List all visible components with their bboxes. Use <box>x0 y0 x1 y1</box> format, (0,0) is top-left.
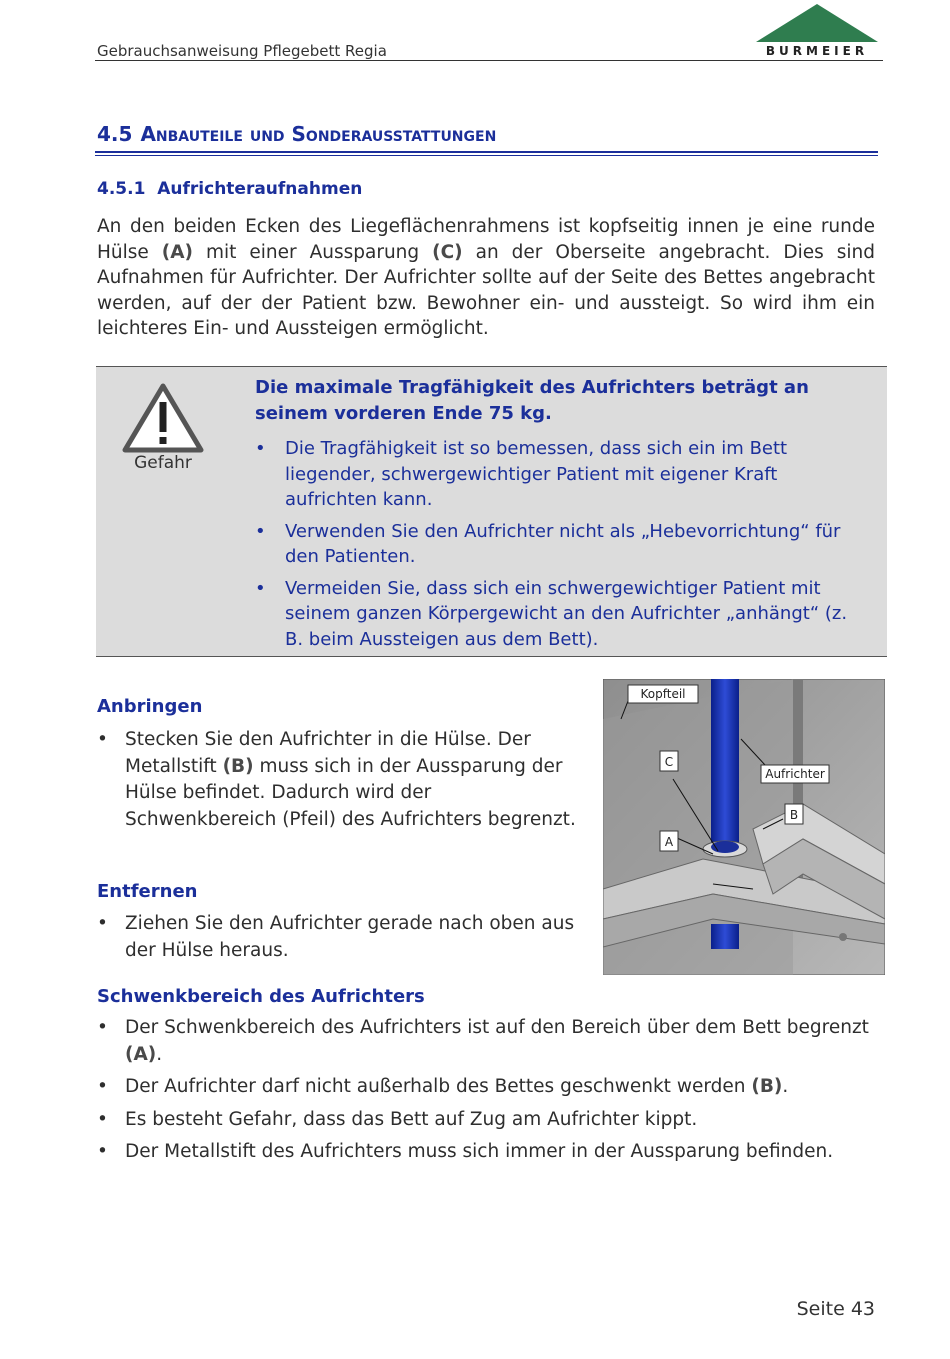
entfernen-heading: Entfernen <box>97 881 198 902</box>
schwenk-item1-text: Der Schwenkbereich des Aufrichters ist auf den Bereich über dem Bett begrenzt <box>125 1017 869 1038</box>
schwenk-item1-end: . <box>156 1043 163 1065</box>
schwenk-item1-ref-a: (A) <box>125 1043 157 1065</box>
aufrichter-holder-figure <box>603 679 885 975</box>
list-item: • Ziehen Sie den Aufrichter gerade nach oben aus der Hülse heraus. <box>97 911 577 964</box>
figure-label-c: C <box>664 755 674 769</box>
subsection-title-text: Aufrichteraufnahmen <box>157 179 363 199</box>
figure-label-kopfteil: Kopfteil <box>640 687 686 701</box>
entfernen-list <box>97 911 577 970</box>
section-rule <box>95 151 878 153</box>
anbringen-ref-b: (B) <box>222 755 254 777</box>
page-number: Seite 43 <box>796 1298 875 1320</box>
warning-list <box>255 436 865 658</box>
document-header-title: Gebrauchsanweisung Pflegebett Regia <box>97 42 387 60</box>
schwenkbereich-heading: Schwenkbereich des Aufrichters <box>97 986 425 1007</box>
anbringen-heading: Anbringen <box>97 696 203 717</box>
subsection-title <box>97 179 362 199</box>
list-item: • Der Metallstift des Aufrichters muss sich immer in der Aussparung befinden. <box>97 1139 877 1166</box>
anbringen-list <box>97 727 577 839</box>
list-item <box>97 1074 877 1101</box>
intro-text-1: An den beiden Ecken des Liegeflächenrahmens ist kopfseitig innen je eine runde Hülse <box>97 216 875 263</box>
header-divider <box>95 60 883 61</box>
subsection-number: 4.5.1 <box>97 179 146 199</box>
schwenk-item2-end: . <box>782 1076 789 1097</box>
warning-label: Gefahr <box>134 453 192 473</box>
section-title-text: Anbauteile und Sonderausstattungen <box>140 122 497 146</box>
list-item: • Es besteht Gefahr, dass das Bett auf Zug am Aufrichter kippt. <box>97 1107 877 1134</box>
schwenk-item2-text: Der Aufrichter darf nicht außerhalb des Bettes geschwenkt werden <box>125 1076 752 1097</box>
schwenk-item2-ref-b: (B) <box>751 1076 783 1097</box>
brand-name: BURMEIER <box>765 44 869 58</box>
list-item <box>97 1015 877 1068</box>
figure-label-aufrichter: Aufrichter <box>765 767 825 781</box>
section-title <box>97 122 496 146</box>
figure-label-a: A <box>664 835 674 849</box>
anbringen-text-1: Stecken Sie den Aufrichter in die Hülse. Der Metallstift <box>125 729 531 777</box>
intro-ref-c: (C) <box>432 241 463 263</box>
warning-item: • Vermeiden Sie, dass sich ein schwergewichtiger Patient mit seinem ganzen Körpergewicht an den Aufrichter „anhängt“ (z. B. beim Aussteigen aus dem Bett). <box>255 576 865 653</box>
warning-item: • Die Tragfähigkeit ist so bemessen, dass sich ein im Bett liegender, schwergewichtiger Patient mit eigener Kraft aufrichten kann. <box>255 436 865 513</box>
schwenkbereich-list <box>97 1015 877 1172</box>
warning-item: • Verwenden Sie den Aufrichter nicht als „Hebevorrichtung“ für den Patienten. <box>255 519 865 570</box>
intro-ref-a: (A) <box>161 241 194 263</box>
figure-label-b: B <box>789 808 799 822</box>
list-item <box>97 727 577 833</box>
intro-text-3: an der Oberseite angebracht. Dies sind Aufnahmen für Aufrichter. Der Aufrichter sollte auf der Seite des Bettes angebracht werden, auf der der Patient bzw. Bewohner ein- und aussteigt. So wird ihm ein leichteres Ein- und Aussteigen ermöglicht. <box>97 241 875 339</box>
warning-heading: Die maximale Tragfähigkeit des Aufrichters beträgt an seinem vorderen Ende 75 kg. <box>255 377 809 424</box>
section-number: 4.5 <box>97 122 133 146</box>
warning-triangle-icon <box>121 382 205 454</box>
intro-paragraph <box>97 214 875 342</box>
intro-text-2: mit einer Aussparung <box>193 241 433 263</box>
section-rule-thin <box>95 155 878 156</box>
anbringen-text-2: muss sich in der Aussparung der Hülse befindet. Dadurch wird der Schwenkbereich (Pfeil) des Aufrichters begrenzt. <box>125 755 576 830</box>
